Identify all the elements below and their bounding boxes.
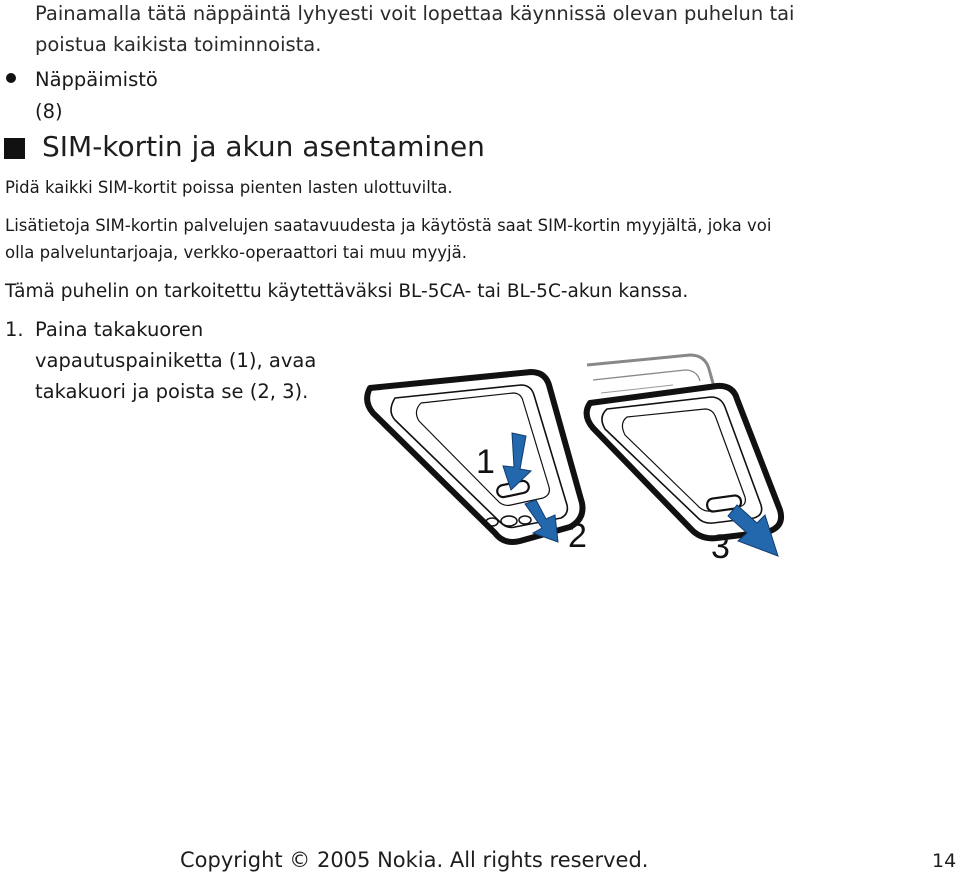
info-paragraph: Lisätietoja SIM-kortin palvelujen saatavuudesta ja käytöstä saat SIM-kortin myyjältä, joka voi olla palveluntarjoaja, verkko-operaattori tai muu myyjä. — [5, 216, 772, 262]
phone-back-illustration — [367, 372, 582, 542]
section-square-icon — [4, 138, 25, 159]
figure-label-3: 3 — [711, 528, 730, 566]
intro-text — [35, 0, 794, 60]
phone-open-illustration — [587, 355, 781, 538]
page-number: 14 — [932, 850, 957, 872]
step-text: Paina takakuoren vapautuspainiketta (1), avaa takakuori ja poista se (2, 3). — [35, 318, 317, 403]
warning-paragraph: Pidä kaikki SIM-kortit poissa pienten lasten ulottuvilta. — [5, 178, 453, 197]
footer-copyright: Copyright © 2005 Nokia. All rights reserved. — [180, 848, 649, 872]
back-cover-removal-illustration — [355, 335, 795, 575]
intro-line-1: Painamalla tätä näppäintä lyhyesti voit lopettaa käynnissä olevan puhelun tai — [35, 2, 795, 25]
bullet-text: Näppäimistö (8) — [35, 68, 158, 123]
figure-label-2: 2 — [568, 517, 587, 555]
intro-line-2: poistua kaikista toiminnoista. — [35, 33, 322, 56]
section-title: SIM-kortin ja akun asentaminen — [42, 130, 485, 163]
figure-label-1: 1 — [476, 443, 495, 481]
battery-paragraph: Tämä puhelin on tarkoitettu käytettäväksi BL-5CA- tai BL-5C-akun kanssa. — [5, 281, 689, 302]
step-number: 1. — [5, 318, 24, 341]
bullet-dot-icon — [6, 73, 16, 83]
